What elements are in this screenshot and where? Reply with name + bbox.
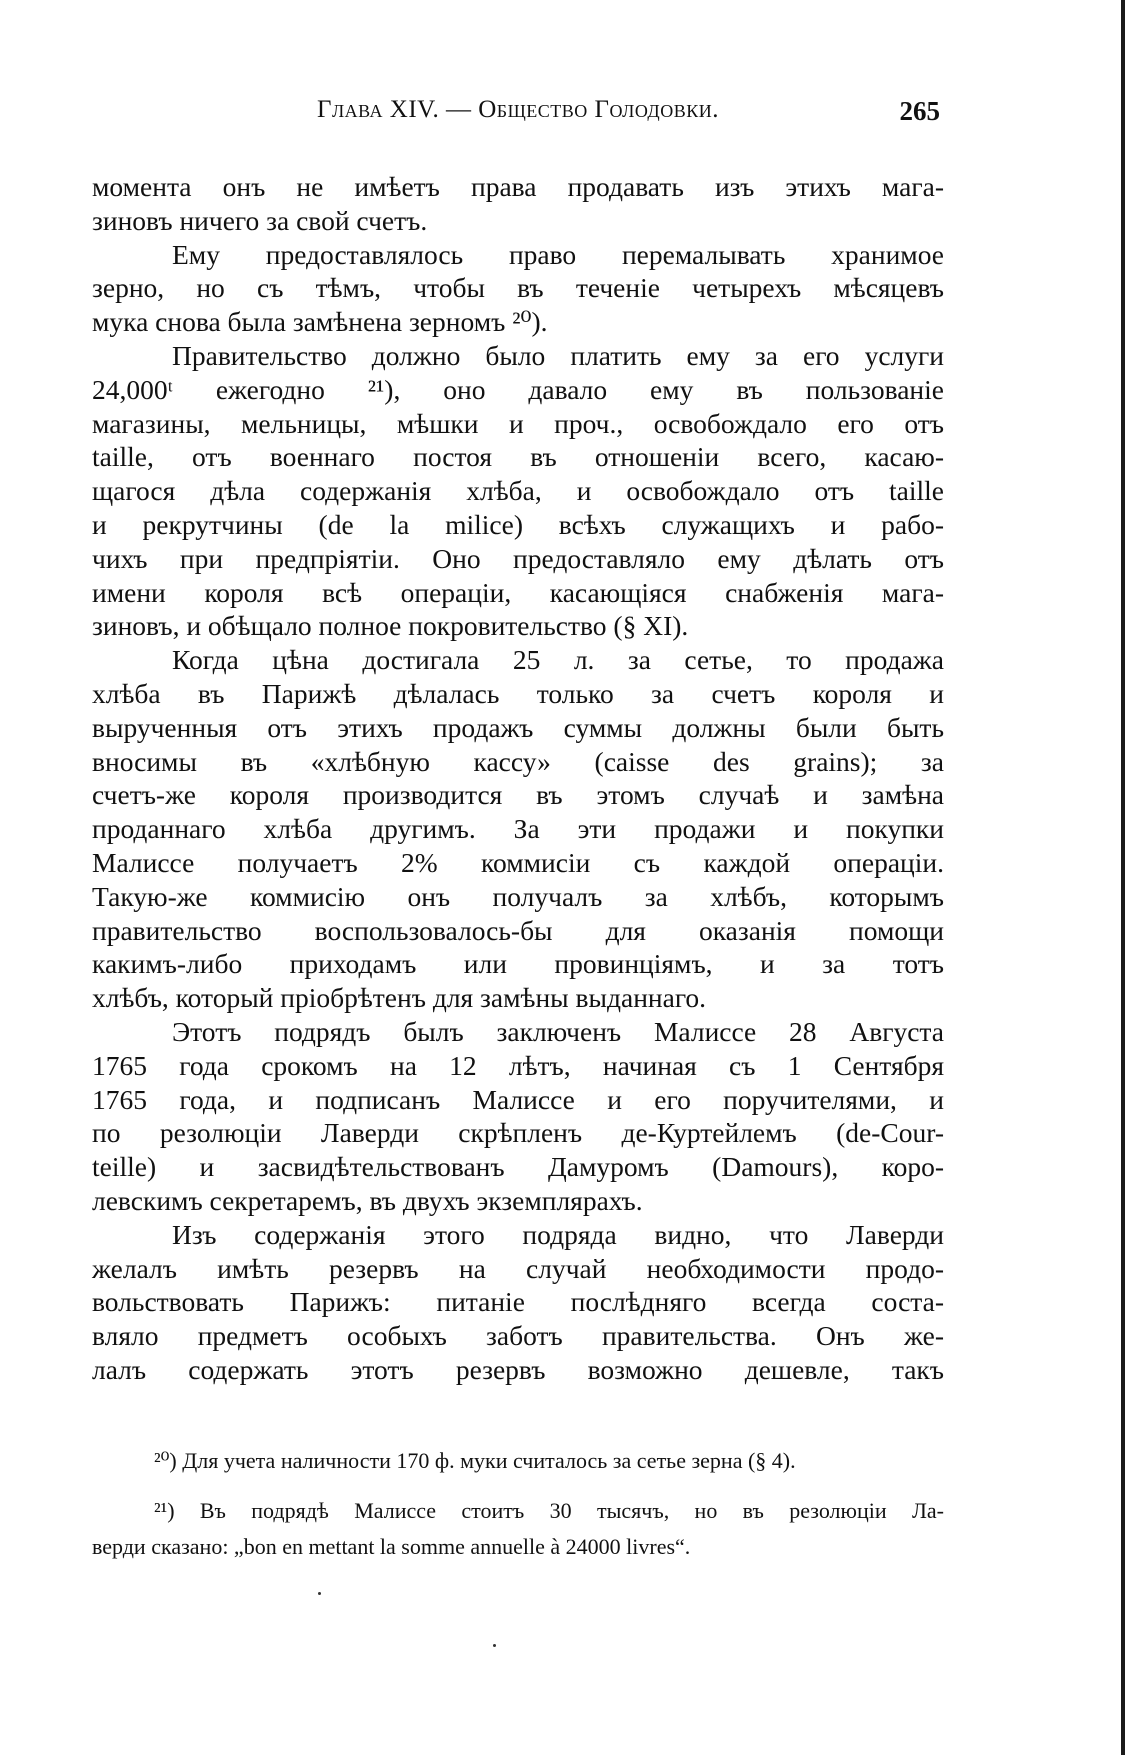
text-line: Изъ содержанія этого подряда видно, что Лаверди xyxy=(172,1218,944,1250)
chapter-title: Глава XIV. — Общество Голодовки. xyxy=(317,96,719,123)
text-line: Ему предоставлялось право перемалывать хранимое xyxy=(172,238,944,270)
body-text xyxy=(92,170,944,1387)
text-line: желалъ имѣть резервъ на случай необходимости продо- xyxy=(92,1252,944,1284)
text-line: Правительство должно было платить ему за его услуги xyxy=(172,339,944,371)
running-head xyxy=(92,96,944,136)
text-line: и рекрутчины (de la milice) всѣхъ служащихъ и рабо- xyxy=(92,508,944,540)
text-line: вносимы въ «хлѣбную кассу» (caisse des grains); за xyxy=(92,745,944,777)
text-line: taille, отъ военнаго постоя въ отношеніи всего, касаю- xyxy=(92,441,944,473)
text-line: Когда цѣна достигала 25 л. за сетье, то продажа xyxy=(172,644,944,676)
page-number: 265 xyxy=(899,96,940,126)
footnote-line: ²¹) Въ подрядѣ Малиссе стоитъ 30 тысячъ, но въ резолюціи Ла- xyxy=(154,1498,944,1523)
footnote xyxy=(92,1443,944,1479)
text-line: зерно, но съ тѣмъ, чтобы въ теченіе четырехъ мѣсяцевъ xyxy=(92,272,944,304)
text-line: 1765 года, и подписанъ Малиссе и его поручителями, и xyxy=(92,1083,944,1115)
text-line: правительство воспользовалось-бы для оказанія помощи xyxy=(92,914,944,946)
text-line: хлѣбъ, который пріобрѣтенъ для замѣны выданнаго. xyxy=(92,982,707,1014)
text-line: щагося дѣла содержанія хлѣба, и освобождало отъ taille xyxy=(92,475,944,507)
footnote-line: ²⁰) Для учета наличности 170 ф. муки считалось за сетье зерна (§ 4). xyxy=(154,1448,796,1473)
text-line: момента онъ не имѣетъ права продавать изъ этихъ мага- xyxy=(92,171,944,202)
footnote-line: верди сказано: „bon en mettant la somme annuelle à 24000 livres“. xyxy=(92,1534,691,1559)
text-line: левскимъ секретаремъ, въ двухъ экземплярахъ. xyxy=(92,1184,643,1216)
text-line: teille) и засвидѣтельствованъ Дамуромъ (Damours), коро- xyxy=(92,1151,944,1183)
text-line: чихъ при предпріятіи. Оно предоставляло ему дѣлать отъ xyxy=(92,542,944,574)
text-line: зиновъ ничего за свой счетъ. xyxy=(92,204,428,236)
text-line: вольствовать Парижъ: питаніе послѣдняго всегда соста- xyxy=(92,1286,944,1318)
page-edge-rule xyxy=(1121,0,1125,1755)
text-line: имени короля всѣ операціи, касающіяся снабженія мага- xyxy=(92,576,944,608)
print-speck xyxy=(493,1644,496,1647)
text-line: Малиссе получаетъ 2% коммисіи съ каждой операціи. xyxy=(92,846,944,878)
text-line: зиновъ, и обѣщало полное покровительство (§ XI). xyxy=(92,610,689,642)
text-line: счетъ-же короля производится въ этомъ случаѣ и замѣна xyxy=(92,779,944,811)
text-line: по резолюціи Лаверди скрѣпленъ де-Куртейлемъ (de-Cour- xyxy=(92,1117,944,1149)
footnote xyxy=(92,1493,944,1565)
text-line: проданнаго хлѣба другимъ. За эти продажи и покупки xyxy=(92,813,944,845)
text-line: Такую-же коммисію онъ получалъ за хлѣбъ, которымъ xyxy=(92,880,944,912)
text-line: Этотъ подрядъ былъ заключенъ Малиссе 28 Августа xyxy=(172,1015,944,1047)
text-line: вырученныя отъ этихъ продажъ суммы должны были быть xyxy=(92,711,944,743)
text-line: какимъ-либо приходамъ или провинціямъ, и за тотъ xyxy=(92,948,944,980)
print-speck xyxy=(318,1592,321,1595)
text-line: вляло предметъ особыхъ заботъ правительства. Онъ же- xyxy=(92,1320,944,1352)
text-line: магазины, мельницы, мѣшки и проч., освобождало его отъ xyxy=(92,407,944,439)
footnotes xyxy=(92,1443,944,1565)
text-line: мука снова была замѣнена зерномъ ²⁰). xyxy=(92,306,548,338)
text-line: 1765 года срокомъ на 12 лѣтъ, начиная съ 1 Сентября xyxy=(92,1049,944,1081)
text-line: лалъ содержать этотъ резервъ возможно дешевле, такъ xyxy=(92,1353,944,1385)
footnote-gap xyxy=(92,1479,944,1493)
text-line: хлѣба въ Парижѣ дѣлалась только за счетъ короля и xyxy=(92,677,944,709)
text-line: 24,000ᵗ ежегодно ²¹), оно давало ему въ пользованіе xyxy=(92,373,944,405)
